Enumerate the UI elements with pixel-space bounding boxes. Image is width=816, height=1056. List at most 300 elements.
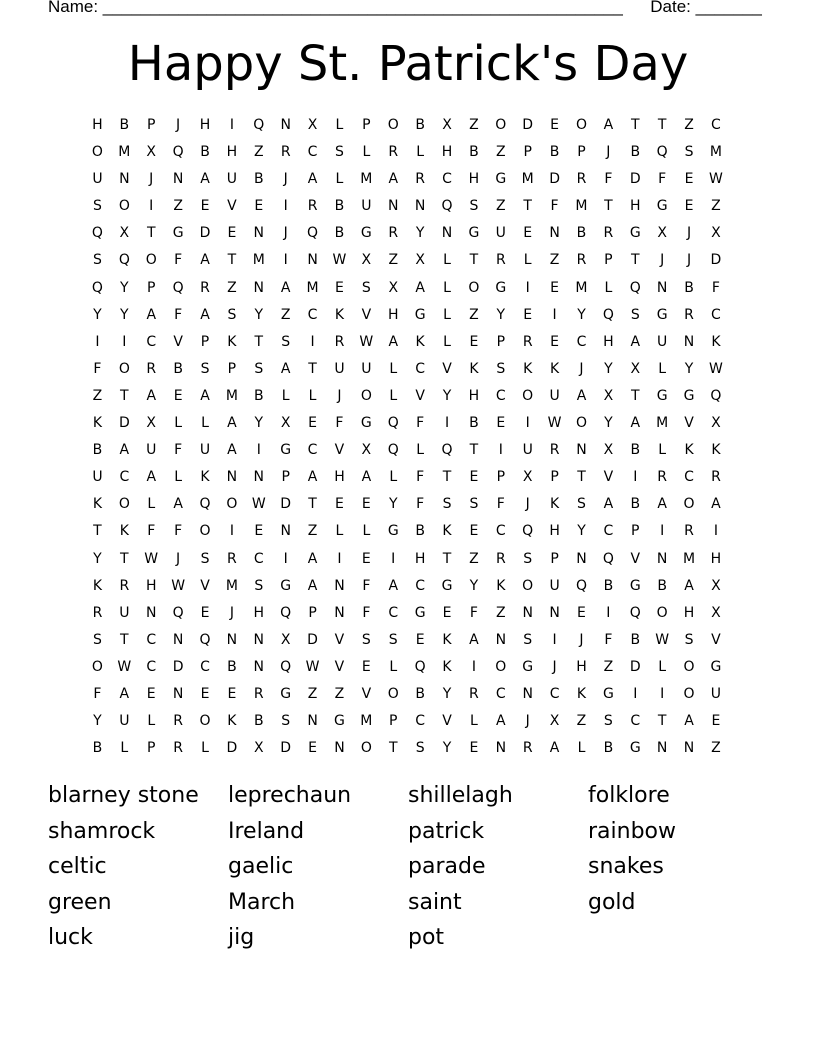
grid-letter[interactable]: Y	[496, 306, 506, 323]
grid-letter[interactable]: H	[683, 604, 695, 621]
grid-letter[interactable]: M	[360, 713, 373, 730]
grid-letter[interactable]: L	[147, 496, 156, 513]
grid-letter[interactable]: U	[92, 171, 103, 188]
grid-letter[interactable]: U	[361, 198, 372, 215]
grid-letter[interactable]: Y	[442, 740, 452, 757]
grid-letter[interactable]: F	[362, 604, 371, 621]
grid-letter[interactable]: E	[361, 496, 371, 513]
grid-letter[interactable]: I	[525, 279, 530, 296]
grid-letter[interactable]: R	[253, 685, 264, 702]
grid-letter[interactable]: G	[360, 225, 372, 242]
grid-letter[interactable]: K	[92, 577, 103, 594]
grid-letter[interactable]: R	[711, 469, 721, 486]
grid-letter[interactable]: P	[631, 523, 640, 540]
grid-letter[interactable]: W	[171, 577, 186, 594]
grid-letter[interactable]: A	[630, 415, 641, 432]
grid-letter[interactable]: E	[200, 685, 210, 702]
grid-letter[interactable]: S	[469, 496, 479, 513]
grid-letter[interactable]: H	[549, 523, 560, 540]
grid-letter[interactable]: A	[280, 360, 291, 377]
grid-letter[interactable]: T	[120, 631, 129, 648]
grid-letter[interactable]: Q	[307, 225, 319, 242]
grid-letter[interactable]: S	[442, 496, 452, 513]
grid-letter[interactable]: I	[122, 333, 127, 350]
grid-letter[interactable]: T	[523, 198, 532, 215]
grid-letter[interactable]: U	[119, 713, 130, 730]
grid-letter[interactable]: M	[252, 252, 265, 269]
grid-letter[interactable]: Z	[576, 713, 587, 730]
grid-letter[interactable]: Y	[684, 360, 694, 377]
grid-letter[interactable]: C	[684, 469, 694, 486]
grid-letter[interactable]: E	[684, 171, 694, 188]
grid-letter[interactable]: B	[469, 144, 479, 161]
grid-letter[interactable]: N	[388, 198, 399, 215]
grid-letter[interactable]: E	[254, 198, 264, 215]
grid-letter[interactable]: R	[227, 550, 237, 567]
grid-letter[interactable]: G	[522, 658, 534, 675]
grid-letter[interactable]: D	[307, 631, 318, 648]
grid-letter[interactable]: Q	[280, 604, 292, 621]
grid-letter[interactable]: C	[307, 442, 318, 459]
grid-letter[interactable]: K	[523, 360, 533, 377]
grid-letter[interactable]: B	[657, 577, 667, 594]
grid-letter[interactable]: A	[119, 442, 130, 459]
grid-letter[interactable]: G	[360, 415, 372, 432]
grid-letter[interactable]: F	[93, 685, 102, 702]
grid-letter[interactable]: L	[416, 144, 425, 161]
grid-letter[interactable]: I	[633, 685, 638, 702]
grid-letter[interactable]: G	[656, 198, 668, 215]
grid-letter[interactable]: N	[253, 469, 265, 486]
grid-letter[interactable]: D	[629, 171, 641, 188]
grid-letter[interactable]: O	[91, 144, 103, 161]
grid-letter[interactable]: E	[308, 740, 317, 757]
grid-letter[interactable]: E	[469, 740, 479, 757]
grid-letter[interactable]: L	[201, 740, 209, 757]
grid-letter[interactable]: X	[603, 387, 614, 404]
grid-letter[interactable]: Q	[629, 604, 641, 621]
grid-letter[interactable]: C	[307, 306, 318, 323]
grid-letter[interactable]: L	[335, 117, 344, 133]
grid-letter[interactable]: I	[283, 198, 288, 215]
grid-letter[interactable]: A	[227, 442, 237, 459]
grid-letter[interactable]: Z	[253, 144, 264, 161]
grid-letter[interactable]: K	[549, 496, 560, 513]
grid-letter[interactable]: W	[332, 252, 347, 269]
grid-letter[interactable]: K	[711, 333, 721, 350]
grid-letter[interactable]: E	[523, 225, 533, 242]
grid-letter[interactable]: N	[522, 604, 533, 621]
grid-letter[interactable]: Q	[172, 144, 184, 161]
grid-letter[interactable]: P	[604, 252, 613, 269]
grid-letter[interactable]: G	[629, 577, 641, 594]
grid-letter[interactable]: T	[630, 252, 640, 269]
grid-letter[interactable]: H	[468, 387, 480, 404]
grid-letter[interactable]: E	[200, 604, 210, 621]
grid-letter[interactable]: M	[225, 577, 238, 594]
grid-letter[interactable]: I	[552, 306, 557, 323]
grid-letter[interactable]: R	[334, 333, 345, 350]
grid-letter[interactable]: S	[361, 279, 371, 296]
grid-letter[interactable]: A	[146, 387, 157, 404]
grid-letter[interactable]: L	[335, 171, 344, 188]
grid-letter[interactable]: Q	[602, 550, 614, 567]
grid-letter[interactable]: N	[172, 685, 184, 702]
grid-letter[interactable]: D	[199, 225, 211, 242]
grid-letter[interactable]: R	[522, 740, 533, 757]
grid-letter[interactable]: G	[495, 171, 507, 188]
grid-letter[interactable]: U	[549, 577, 560, 594]
grid-letter[interactable]: A	[227, 415, 237, 432]
grid-letter[interactable]: M	[360, 171, 373, 188]
grid-letter[interactable]: Y	[254, 306, 264, 323]
grid-letter[interactable]: Q	[280, 658, 292, 675]
grid-letter[interactable]: J	[525, 496, 530, 513]
grid-letter[interactable]: S	[254, 360, 264, 377]
grid-letter[interactable]: V	[334, 658, 345, 675]
grid-letter[interactable]: O	[495, 117, 507, 133]
grid-letter[interactable]: Q	[387, 442, 399, 459]
grid-letter[interactable]: G	[441, 577, 453, 594]
grid-letter[interactable]: R	[146, 360, 157, 377]
grid-letter[interactable]: A	[307, 577, 318, 594]
grid-letter[interactable]: W	[359, 333, 374, 350]
grid-letter[interactable]: Z	[334, 685, 345, 702]
grid-letter[interactable]: C	[495, 685, 506, 702]
grid-letter[interactable]: K	[334, 306, 345, 323]
grid-letter[interactable]: X	[146, 415, 157, 432]
grid-letter[interactable]: F	[469, 604, 478, 621]
grid-letter[interactable]: V	[334, 442, 345, 459]
grid-letter[interactable]: C	[146, 333, 157, 350]
grid-letter[interactable]: G	[629, 225, 641, 242]
grid-letter[interactable]: L	[389, 360, 398, 377]
grid-letter[interactable]: X	[442, 117, 452, 133]
grid-letter[interactable]: E	[577, 604, 586, 621]
grid-letter[interactable]: Q	[172, 604, 184, 621]
grid-letter[interactable]: L	[389, 387, 398, 404]
grid-letter[interactable]: K	[496, 577, 506, 594]
grid-letter[interactable]: N	[656, 279, 668, 296]
grid-letter[interactable]: R	[684, 523, 694, 540]
grid-letter[interactable]: V	[361, 306, 372, 323]
grid-letter[interactable]: N	[253, 279, 265, 296]
grid-letter[interactable]: O	[683, 658, 695, 675]
grid-letter[interactable]: L	[604, 279, 613, 296]
grid-letter[interactable]: F	[362, 577, 371, 594]
grid-letter[interactable]: R	[576, 252, 587, 269]
grid-letter[interactable]: I	[95, 333, 100, 350]
grid-letter[interactable]: O	[683, 685, 695, 702]
grid-letter[interactable]: J	[660, 252, 665, 269]
grid-letter[interactable]: Q	[522, 523, 534, 540]
grid-letter[interactable]: E	[335, 279, 344, 296]
grid-letter[interactable]: P	[147, 117, 156, 133]
grid-letter[interactable]: P	[308, 604, 317, 621]
grid-letter[interactable]: J	[283, 171, 288, 188]
grid-letter[interactable]: S	[254, 577, 264, 594]
grid-letter[interactable]: P	[523, 144, 532, 161]
grid-letter[interactable]: B	[227, 658, 237, 675]
grid-letter[interactable]: E	[442, 604, 452, 621]
grid-letter[interactable]: N	[280, 523, 291, 540]
grid-letter[interactable]: A	[146, 469, 157, 486]
grid-letter[interactable]: X	[253, 740, 264, 757]
grid-letter[interactable]: S	[496, 360, 506, 377]
grid-letter[interactable]: K	[576, 685, 587, 702]
grid-letter[interactable]: I	[660, 523, 665, 540]
grid-letter[interactable]: P	[496, 333, 506, 350]
grid-letter[interactable]: O	[575, 415, 587, 432]
grid-letter[interactable]: B	[469, 415, 479, 432]
grid-letter[interactable]: A	[200, 387, 210, 404]
grid-letter[interactable]: A	[307, 550, 318, 567]
grid-letter[interactable]: H	[145, 577, 157, 594]
grid-letter[interactable]: Z	[280, 306, 291, 323]
grid-letter[interactable]: G	[495, 279, 507, 296]
grid-letter[interactable]: Y	[93, 550, 102, 567]
grid-letter[interactable]: I	[337, 550, 342, 567]
grid-letter[interactable]: Q	[656, 144, 668, 161]
grid-letter[interactable]: F	[174, 523, 183, 540]
grid-letter[interactable]: S	[630, 306, 640, 323]
grid-letter[interactable]: O	[468, 279, 480, 296]
grid-letter[interactable]: C	[415, 577, 426, 594]
grid-letter[interactable]: H	[199, 117, 211, 133]
grid-letter[interactable]: W	[251, 496, 266, 513]
grid-letter[interactable]: T	[657, 713, 667, 730]
grid-letter[interactable]: V	[334, 631, 345, 648]
grid-letter[interactable]: D	[549, 171, 560, 188]
grid-letter[interactable]: B	[576, 225, 587, 242]
grid-letter[interactable]: V	[227, 198, 237, 215]
grid-letter[interactable]: M	[709, 144, 722, 161]
grid-letter[interactable]: G	[414, 604, 426, 621]
grid-letter[interactable]: S	[361, 631, 371, 648]
grid-letter[interactable]: W	[709, 360, 723, 377]
grid-letter[interactable]: J	[686, 225, 692, 242]
grid-letter[interactable]: N	[145, 604, 157, 621]
grid-letter[interactable]: N	[549, 604, 560, 621]
grid-letter[interactable]: E	[550, 279, 560, 296]
grid-letter[interactable]: Y	[93, 713, 102, 730]
grid-letter[interactable]: P	[362, 117, 371, 133]
grid-letter[interactable]: C	[253, 550, 264, 567]
grid-letter[interactable]: N	[576, 550, 587, 567]
grid-letter[interactable]: Y	[254, 415, 264, 432]
grid-letter[interactable]: S	[388, 631, 398, 648]
grid-letter[interactable]: X	[361, 252, 372, 269]
grid-letter[interactable]: U	[119, 604, 130, 621]
grid-letter[interactable]: J	[686, 252, 692, 269]
grid-letter[interactable]: U	[549, 387, 560, 404]
grid-letter[interactable]: U	[199, 442, 211, 459]
grid-letter[interactable]: L	[416, 442, 425, 459]
grid-letter[interactable]: C	[415, 360, 426, 377]
grid-letter[interactable]: C	[495, 523, 506, 540]
grid-letter[interactable]: C	[146, 658, 157, 675]
grid-letter[interactable]: C	[711, 306, 721, 323]
grid-letter[interactable]: L	[470, 713, 478, 730]
grid-letter[interactable]: K	[92, 496, 103, 513]
grid-letter[interactable]: Z	[307, 523, 318, 540]
grid-letter[interactable]: M	[656, 415, 669, 432]
grid-letter[interactable]: G	[280, 685, 292, 702]
grid-letter[interactable]: J	[337, 387, 342, 404]
grid-letter[interactable]: R	[684, 306, 694, 323]
grid-letter[interactable]: L	[174, 469, 183, 486]
grid-letter[interactable]: J	[283, 225, 288, 242]
grid-letter[interactable]: V	[442, 360, 452, 377]
grid-letter[interactable]: N	[334, 740, 345, 757]
grid-letter[interactable]: E	[711, 713, 721, 730]
grid-letter[interactable]: T	[657, 117, 667, 133]
grid-letter[interactable]: W	[655, 631, 670, 648]
grid-letter[interactable]: U	[146, 442, 157, 459]
grid-letter[interactable]: U	[361, 360, 372, 377]
grid-letter[interactable]: O	[575, 117, 587, 133]
grid-letter[interactable]: N	[307, 252, 318, 269]
grid-letter[interactable]: H	[576, 658, 587, 675]
grid-letter[interactable]: I	[149, 198, 154, 215]
grid-letter[interactable]: B	[415, 523, 425, 540]
grid-letter[interactable]: H	[253, 604, 265, 621]
grid-letter[interactable]: X	[711, 577, 721, 594]
grid-letter[interactable]: F	[711, 279, 720, 296]
grid-letter[interactable]: C	[576, 333, 587, 350]
grid-letter[interactable]: A	[307, 469, 318, 486]
grid-letter[interactable]: L	[335, 523, 344, 540]
grid-letter[interactable]: U	[226, 171, 238, 188]
grid-letter[interactable]: K	[200, 469, 210, 486]
grid-letter[interactable]: S	[200, 550, 210, 567]
grid-letter[interactable]: U	[710, 685, 722, 702]
grid-letter[interactable]: X	[711, 225, 721, 242]
grid-letter[interactable]: X	[657, 225, 667, 242]
grid-letter[interactable]: B	[630, 631, 641, 648]
grid-letter[interactable]: O	[226, 496, 238, 513]
grid-letter[interactable]: Y	[604, 415, 613, 432]
grid-letter[interactable]: B	[119, 117, 130, 133]
grid-letter[interactable]: E	[469, 333, 479, 350]
grid-letter[interactable]: I	[229, 523, 234, 540]
grid-letter[interactable]: K	[711, 442, 721, 459]
grid-letter[interactable]: N	[495, 740, 507, 757]
grid-letter[interactable]: N	[683, 333, 695, 350]
grid-letter[interactable]: W	[305, 658, 320, 675]
grid-letter[interactable]: S	[684, 144, 694, 161]
grid-letter[interactable]: X	[711, 604, 721, 621]
grid-letter[interactable]: Y	[442, 685, 452, 702]
grid-letter[interactable]: B	[603, 577, 614, 594]
grid-letter[interactable]: O	[199, 713, 211, 730]
grid-letter[interactable]: G	[683, 387, 695, 404]
grid-letter[interactable]: B	[603, 740, 614, 757]
grid-letter[interactable]: U	[334, 360, 345, 377]
grid-letter[interactable]: V	[415, 387, 425, 404]
grid-letter[interactable]: R	[173, 740, 183, 757]
grid-letter[interactable]: F	[174, 252, 183, 269]
grid-letter[interactable]: B	[334, 225, 345, 242]
grid-letter[interactable]: I	[310, 333, 315, 350]
grid-letter[interactable]: N	[253, 225, 265, 242]
grid-letter[interactable]: Q	[602, 306, 614, 323]
grid-letter[interactable]: Z	[684, 117, 694, 133]
grid-letter[interactable]: Q	[253, 117, 265, 133]
grid-letter[interactable]: P	[147, 279, 156, 296]
grid-letter[interactable]: K	[119, 523, 129, 540]
grid-letter[interactable]: Z	[469, 306, 479, 323]
grid-letter[interactable]: R	[307, 198, 318, 215]
grid-letter[interactable]: Q	[441, 198, 453, 215]
grid-letter[interactable]: M	[118, 144, 131, 161]
grid-letter[interactable]: H	[441, 144, 453, 161]
grid-letter[interactable]: Z	[92, 387, 103, 404]
grid-letter[interactable]: V	[442, 713, 452, 730]
grid-letter[interactable]: G	[468, 225, 480, 242]
grid-letter[interactable]: U	[495, 225, 506, 242]
grid-letter[interactable]: A	[657, 496, 667, 513]
grid-letter[interactable]: T	[469, 442, 479, 459]
grid-letter[interactable]: N	[549, 225, 560, 242]
grid-letter[interactable]: Z	[173, 198, 183, 215]
grid-letter[interactable]: V	[684, 415, 694, 432]
grid-letter[interactable]: C	[388, 604, 399, 621]
grid-letter[interactable]: E	[523, 306, 533, 323]
grid-letter[interactable]: N	[576, 442, 587, 459]
grid-letter[interactable]: X	[119, 225, 130, 242]
grid-letter[interactable]: G	[414, 306, 426, 323]
grid-letter[interactable]: B	[549, 144, 560, 161]
grid-letter[interactable]: D	[710, 252, 722, 269]
grid-letter[interactable]: J	[606, 144, 611, 161]
grid-letter[interactable]: A	[576, 387, 587, 404]
grid-letter[interactable]: S	[684, 631, 694, 648]
grid-letter[interactable]: N	[226, 469, 238, 486]
grid-letter[interactable]: R	[657, 469, 668, 486]
grid-letter[interactable]: N	[280, 117, 291, 133]
grid-letter[interactable]: B	[415, 117, 425, 133]
grid-letter[interactable]: R	[388, 144, 399, 161]
grid-letter[interactable]: R	[576, 171, 587, 188]
grid-letter[interactable]: O	[118, 496, 130, 513]
grid-letter[interactable]: E	[254, 523, 264, 540]
grid-letter[interactable]: C	[711, 117, 721, 133]
grid-letter[interactable]: L	[201, 415, 209, 432]
grid-letter[interactable]: B	[684, 279, 694, 296]
grid-letter[interactable]: R	[92, 604, 103, 621]
grid-letter[interactable]: B	[630, 442, 641, 459]
grid-letter[interactable]: X	[522, 469, 533, 486]
grid-letter[interactable]: O	[118, 360, 130, 377]
grid-letter[interactable]: V	[711, 631, 721, 648]
grid-letter[interactable]: M	[521, 171, 534, 188]
grid-letter[interactable]: X	[146, 144, 157, 161]
grid-letter[interactable]: P	[281, 469, 290, 486]
grid-letter[interactable]: R	[495, 252, 506, 269]
grid-letter[interactable]: G	[387, 523, 399, 540]
grid-letter[interactable]: D	[522, 117, 534, 133]
grid-letter[interactable]: L	[443, 252, 451, 269]
grid-letter[interactable]: Y	[604, 360, 613, 377]
grid-letter[interactable]: R	[173, 713, 183, 730]
grid-letter[interactable]: E	[227, 685, 237, 702]
grid-letter[interactable]: F	[604, 631, 613, 648]
grid-letter[interactable]: I	[525, 415, 530, 432]
grid-letter[interactable]: L	[362, 523, 371, 540]
grid-letter[interactable]: J	[176, 550, 181, 567]
grid-letter[interactable]: O	[118, 198, 130, 215]
